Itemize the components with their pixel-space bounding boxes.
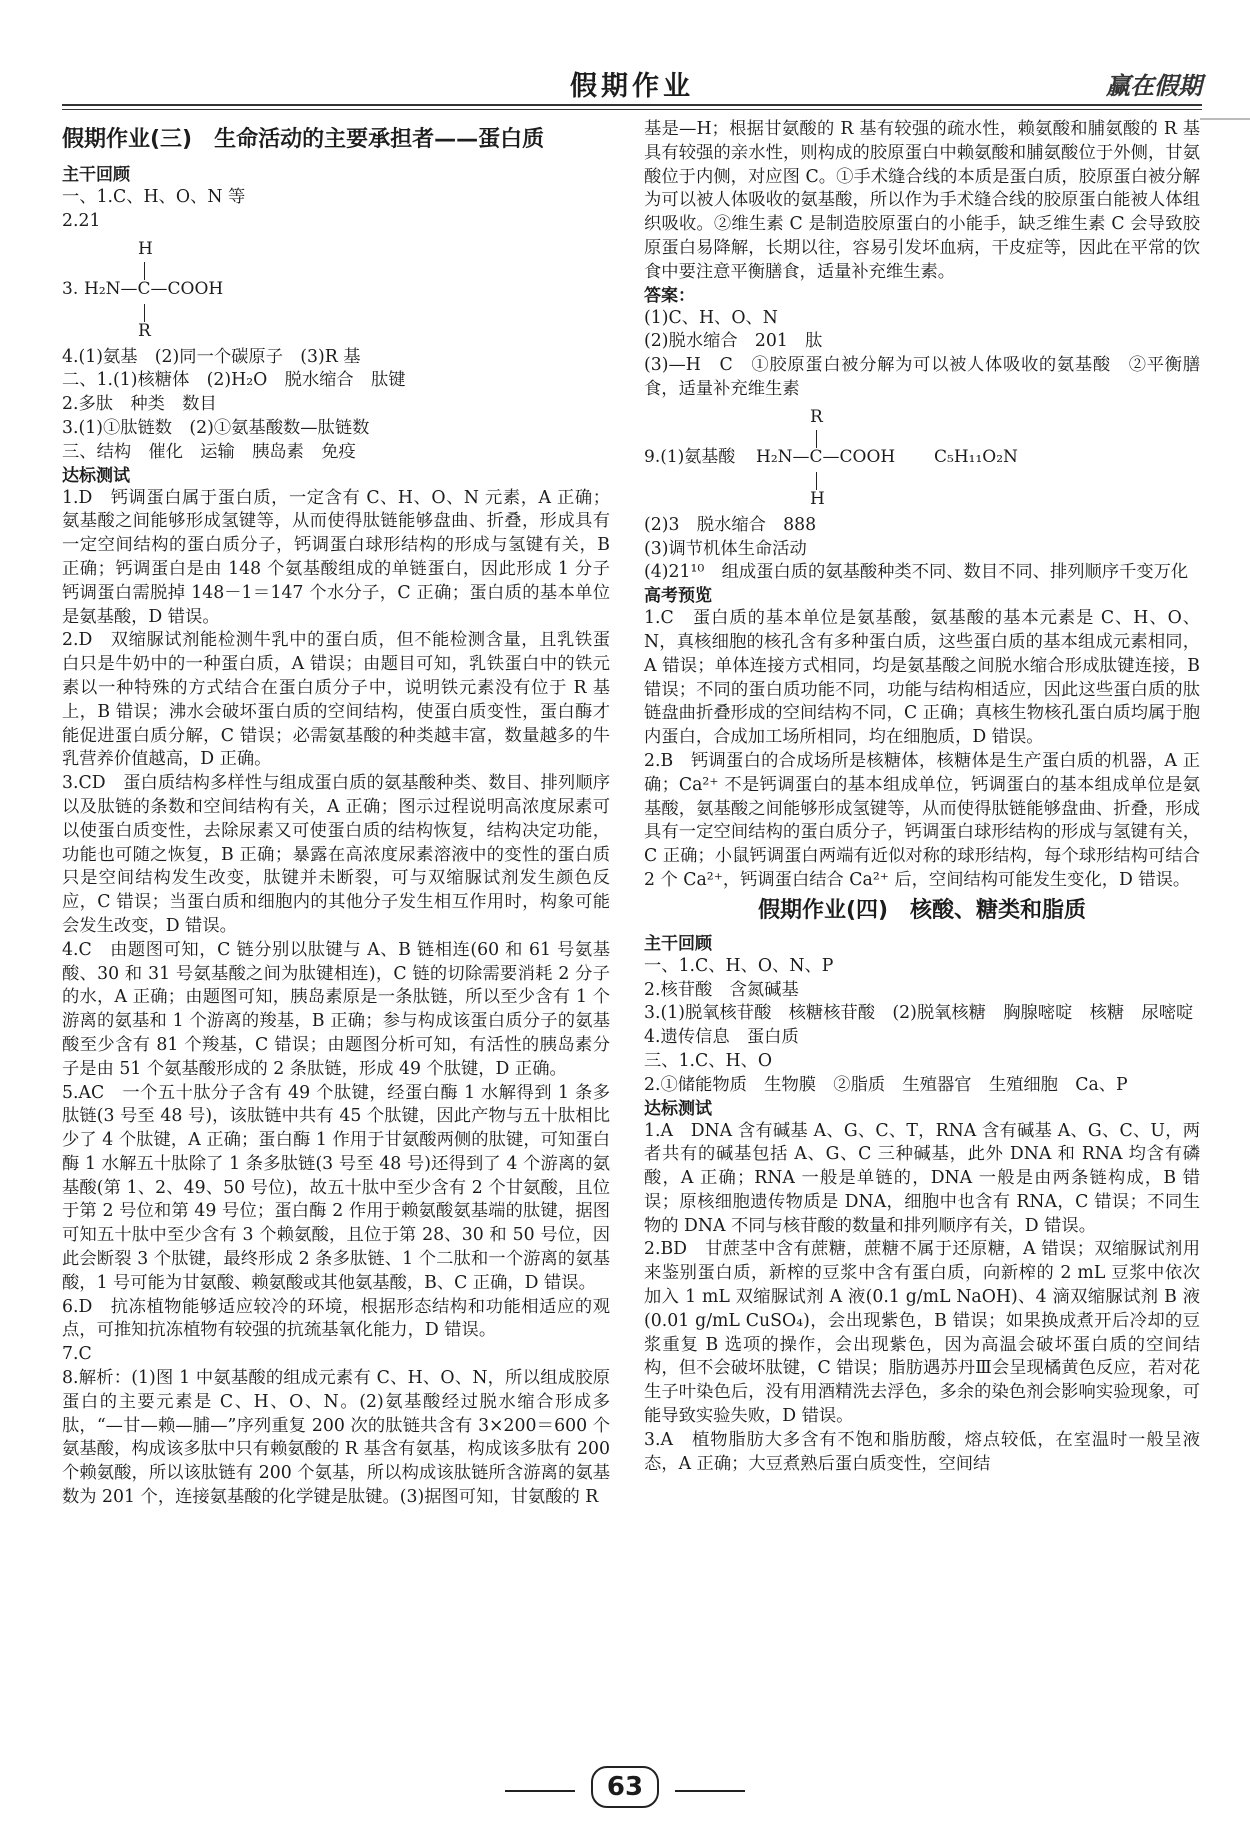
section-title-3: 假期作业(三) 生命活动的主要承担者——蛋白质 bbox=[62, 127, 545, 152]
answer-item: 3.CD 蛋白质结构多样性与组成蛋白质的氨基酸种类、数目、排列顺序以及肽链的条数和空间结构有关，A 正确；图示过程说明高浓度尿素可以使蛋白质变性，去除尿素又可使蛋白质的结构恢复，结构决定功能，功能也可随之恢复，B 正确；暴露在高浓度尿素溶液中的变性的蛋白质只是空间结构发生改变，肽键并未断裂，可与双缩脲试剂发生颜色反应，C 错误；当蛋白质和细胞内的其他分子发生相互作用时，构象可能会发生改变，D 错误。 bbox=[62, 773, 610, 936]
answer-line: (3)调节机体生命活动 bbox=[644, 538, 807, 559]
header-rule-thin bbox=[62, 109, 1202, 110]
answer-line: (1)C、H、O、N bbox=[644, 307, 778, 328]
formula-main: H₂N—C—COOH bbox=[84, 278, 224, 299]
answer-item: 6.D 抗冻植物能够适应较冷的环境，根据形态结构和功能相适应的观点，可推知抗冻植物有较强的抗巯基氧化能力，D 错误。 bbox=[62, 1296, 610, 1341]
answer-item: 7.C bbox=[62, 1344, 92, 1365]
review-line: 3.(1)①肽链数 (2)①氨基酸数—肽链数 bbox=[62, 417, 370, 438]
formula-main: H₂N—C—COOH bbox=[756, 446, 896, 467]
review-line: 三、1.C、H、O bbox=[644, 1050, 773, 1071]
amino-acid-formula-9 bbox=[644, 402, 1200, 514]
formula-top: H bbox=[138, 238, 153, 259]
answer-item: 2.D 双缩脲试剂能检测牛乳中的蛋白质，但不能检测含量，且乳铁蛋白只是牛奶中的一种蛋白质，A 错误；由题目可知，乳铁蛋白中的铁元素以一种特殊的方式结合在蛋白质分子中，说明铁元素没有位于 R 基上，B 错误；沸水会破坏蛋白质的空间结构，使蛋白质变性，蛋白酶才能促进蛋白质分解，C 错误；必需氨基酸的种类越丰富，数量越多的牛乳营养价值越高，D 正确。 bbox=[62, 630, 610, 770]
formula-top: R bbox=[810, 406, 823, 427]
review-line: 2.多肽 种类 数目 bbox=[62, 394, 217, 415]
edge-mark bbox=[1200, 118, 1250, 120]
review-line: 二、1.(1)核糖体 (2)H₂O 脱水缩合 肽键 bbox=[62, 370, 406, 391]
continued-text: 基是—H；根据甘氨酸的 R 基有较强的疏水性，赖氨酸和脯氨酸的 R 基具有较强的亲水性，则构成的胶原蛋白中赖氨酸和脯氨酸位于外侧，甘氨酸位于内侧，对应图 C。①手术缝合线的本质是蛋白质，胶原蛋白被分解为可以被人体吸收的氨基酸，所以作为手术缝合线的胶原蛋白能被人体组织吸收。②维生素 C 是制造胶原蛋白的小能手，缺乏维生素 C 会导致胶原蛋白易降解，长期以往，容易引发坏血病，干皮症等，因此在平常的饮食中要注意平衡膳食，适量补充维生素。 bbox=[644, 119, 1200, 282]
right-column bbox=[644, 118, 1200, 1476]
formula-bottom: R bbox=[138, 320, 151, 341]
section-title-4: 假期作业(四) 核酸、糖类和脂质 bbox=[757, 897, 1087, 923]
answer-item: 1.D 钙调蛋白属于蛋白质，一定含有 C、H、O、N 元素，A 正确；氨基酸之间能够形成氢键等，从而使得肽链能够盘曲、折叠，形成具有一定空间结构的蛋白质分子，钙调蛋白球形结构的形成与氢键有关，B 正确；钙调蛋白是由 148 个氨基酸组成的单链蛋白，因此形成 1 分子钙调蛋白需脱掉 148－1＝147 个水分子，C 正确；蛋白质的基本单位是氨基酸，D 错误。 bbox=[62, 487, 610, 627]
gaokao-item: 2.B 钙调蛋白的合成场所是核糖体，核糖体是生产蛋白质的机器，A 正确；Ca²⁺ 不是钙调蛋白的基本组成单位，钙调蛋白的基本组成单位是氨基酸，氨基酸之间能够形成氢键等，从而使得肽链能够盘曲、折叠，形成具有一定空间结构的蛋白质分子，钙调蛋白球形结构的形成与氢键有关，C 正确；小鼠钙调蛋白两端有近似对称的球形结构，每个球形结构可结合 2 个 Ca²⁺，钙调蛋白结合 Ca²⁺ 后，空间结构可能发生变化，D 错误。 bbox=[644, 750, 1200, 890]
header-title: 假期作业 bbox=[570, 71, 694, 102]
review-line: 三、结构 催化 运输 胰岛素 免疫 bbox=[62, 441, 356, 462]
answer-line: (4)21¹⁰ 组成蛋白质的氨基酸种类不同、数目不同、排列顺序千变万化 bbox=[644, 562, 1189, 583]
review-line: 2.核苷酸 含氮碱基 bbox=[644, 979, 799, 1000]
answer-item: 1.A DNA 含有碱基 A、G、C、T，RNA 含有碱基 A、G、C、U，两者共有的碱基包括 A、G、C 三种碱基，此外 DNA 和 RNA 均含有磷酸，A 正确；RNA 一般是单链的，DNA 一般是由两条链构成，B 错误；原核细胞遗传物质是 DNA，细胞中也含有 RNA，C 错误；不同生物的 DNA 不同与核苷酸的数量和排列顺序有关，D 错误。 bbox=[644, 1120, 1200, 1236]
formula-label: 3. bbox=[62, 278, 79, 299]
review-line: 一、1.C、H、O、N 等 bbox=[62, 187, 246, 207]
left-column bbox=[62, 118, 610, 1510]
subhead-review: 主干回顾 bbox=[62, 165, 130, 185]
answer-item: 3.A 植物脂肪大多含有不饱和脂肪酸，熔点较低，在室温时一般呈液态，A 正确；大豆煮熟后蛋白质变性，空间结 bbox=[644, 1429, 1200, 1474]
review-line: 4.(1)氨基 (2)同一个碳原子 (3)R 基 bbox=[62, 346, 361, 367]
answer-item: 4.C 由题图可知，C 链分别以肽键与 A、B 链相连(60 和 61 号氨基酸、30 和 31 号氨基酸之间为肽键相连)，C 链的切除需要消耗 2 分子的水，A 正确；由题图可知，胰岛素原是一条肽链，所以至少含有 1 个游离的氨基和 1 个游离的羧基，B 正确；参与构成该蛋白质分子的氨基酸至少含有 81 个羧基，C 错误；由题图分析可知，有活性的胰岛素分子是由 51 个氨基酸形成的 2 条肽链，形成 49 个肽键，D 正确。 bbox=[62, 939, 610, 1079]
subhead-test: 达标测试 bbox=[62, 465, 130, 486]
brand-logo: 赢在假期 bbox=[1106, 72, 1202, 100]
answer-line: (2)脱水缩合 201 肽 bbox=[644, 331, 823, 352]
subhead-review: 主干回顾 bbox=[644, 933, 712, 954]
formula-extra: C₅H₁₁O₂N bbox=[934, 446, 1018, 467]
review-line: 一、1.C、H、O、N、P bbox=[644, 955, 834, 976]
subhead-answer: 答案： bbox=[644, 285, 695, 306]
answer-item: 2.BD 甘蔗茎中含有蔗糖，蔗糖不属于还原糖，A 错误；双缩脲试剂用来鉴别蛋白质，新榨的豆浆中含有蛋白质，向新榨的 2 mL 豆浆中依次加入 1 mL 双缩脲试剂 A 液(0.1 g/mL NaOH)、4 滴双缩脲试剂 B 液(0.01 g/mL CuSO₄)，会出现紫色，B 错误；如果换成煮开后冷却的豆浆重复 B 选项的操作，会出现紫色，因为高温会破坏蛋白质的空间结构，但不会破坏肽键，C 错误；脂肪遇苏丹Ⅲ会呈现橘黄色反应，若对花生子叶染色后，没有用酒精洗去浮色，多余的染色剂会影响实验现象，可能导致实验失败，D 错误。 bbox=[644, 1239, 1200, 1427]
answer-line: (3)—H C ①胶原蛋白被分解为可以被人体吸收的氨基酸 ②平衡膳食，适量补充维生素 bbox=[644, 355, 1200, 399]
formula-label: 9.(1)氨基酸 bbox=[644, 446, 736, 467]
review-line: 2.21 bbox=[62, 210, 101, 231]
page-number-footer bbox=[0, 1766, 1250, 1808]
answer-item: 8.解析：(1)图 1 中氨基酸的组成元素有 C、H、O、N，所以组成胶原蛋白的主要元素是 C、H、O、N。(2)氨基酸经过脱水缩合形成多肽，“—甘—赖—脯—”序列重复 200 次的肽链共含有 3×200＝600 个氨基酸，构成该多肽中只有赖氨酸的 R 基含有氨基，构成该多肽有 200 个赖氨酸，所以该肽链有 200 个氨基，所以构成该肽链所含游离的氨基数为 201 个，连接氨基酸的化学键是肽键。(3)据图可知，甘氨酸的 R bbox=[62, 1368, 610, 1508]
page-number: 63 bbox=[591, 1766, 659, 1808]
subhead-test: 达标测试 bbox=[644, 1098, 712, 1119]
page-header bbox=[62, 62, 1202, 102]
review-line: 3.(1)脱氧核苷酸 核糖核苷酸 (2)脱氧核糖 胸腺嘧啶 核糖 尿嘧啶 bbox=[644, 1003, 1194, 1024]
gaokao-item: 1.C 蛋白质的基本单位是氨基酸，氨基酸的基本元素是 C、H、O、N，真核细胞的核孔含有多种蛋白质，这些蛋白质的基本组成元素相同，A 错误；单体连接方式相同，均是氨基酸之间脱水缩合形成肽键连接，B 错误；不同的蛋白质功能不同，功能与结构相适应，因此这些蛋白质的肽链盘曲折叠形成的空间结构不同，C 正确；真核生物核孔蛋白质均属于胞内蛋白，合成加工场所相同，均在细胞质，D 错误。 bbox=[644, 608, 1200, 748]
header-rule bbox=[62, 104, 1202, 106]
review-line: 2.①储能物质 生物膜 ②脂质 生殖器官 生殖细胞 Ca、P bbox=[644, 1074, 1128, 1095]
amino-acid-formula bbox=[62, 234, 610, 346]
answer-line: (2)3 脱水缩合 888 bbox=[644, 514, 817, 535]
formula-bottom: H bbox=[810, 488, 825, 509]
subhead-gaokao: 高考预览 bbox=[644, 586, 712, 607]
answer-item: 5.AC 一个五十肽分子含有 49 个肽键，经蛋白酶 1 水解得到 1 条多肽链(3 号至 48 号)，该肽链中共有 45 个肽键，因此产物与五十肽相比少了 4 个肽键，A 正确；蛋白酶 1 作用于甘氨酸两侧的肽键，可知蛋白酶 1 水解五十肽除了 1 条多肽链(3 号至 48 号)还得到了 4 个游离的氨基酸(第 1、2、49、50 号位)，故五十肽中至少含有 2 个甘氨酸，且位于第 2 号位和第 49 号位；蛋白酶 2 作用于赖氨酸氨基端的肽键，据图可知五十肽中至少含有 3 个赖氨酸，且位于第 28、30 和 50 号位，因此会断裂 3 个肽键，最终形成 2 条多肽链、1 个二肽和一个游离的氨基酸，1 号可能为甘氨酸、赖氨酸或其他氨基酸，B、C 正确，D 错误。 bbox=[62, 1082, 610, 1293]
review-line: 4.遗传信息 蛋白质 bbox=[644, 1027, 799, 1048]
